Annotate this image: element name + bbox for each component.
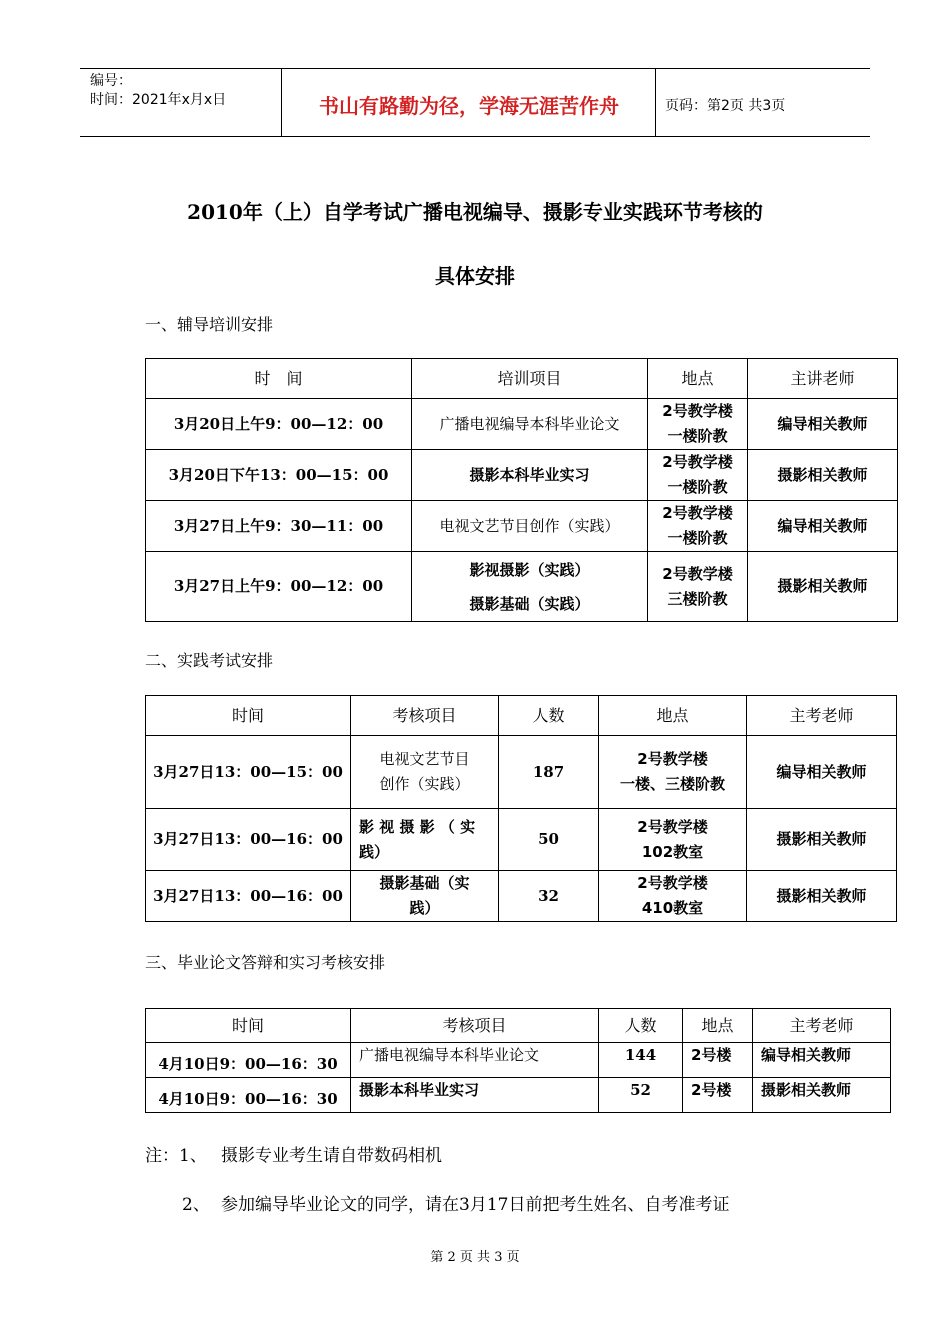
cell-location: 2号教学楼 一楼、三楼阶教 — [599, 736, 747, 809]
cell-teacher: 摄影相关教师 — [753, 1078, 891, 1113]
table-header-row — [146, 696, 897, 736]
cell-time: 3月27日13：00—16：00 — [146, 871, 351, 922]
col-header-teacher: 主考老师 — [753, 1009, 891, 1043]
document-title-line1: 2010年（上）自学考试广播电视编导、摄影专业实践环节考核的 — [187, 200, 763, 224]
cell-location: 2号教学楼 一楼阶教 — [648, 501, 748, 552]
col-header-item: 考核项目 — [351, 1009, 599, 1043]
header-page-label: 页码：第2页 共3页 — [665, 98, 786, 114]
cell-teacher: 摄影相关教师 — [747, 871, 897, 922]
cell-item: 摄影本科毕业实习 — [351, 1078, 599, 1113]
col-header-time: 时 间 — [146, 359, 412, 399]
cell-teacher: 编导相关教师 — [748, 501, 898, 552]
cell-count: 52 — [599, 1078, 683, 1113]
cell-time: 3月27日13：00—15：00 — [146, 736, 351, 809]
cell-item: 摄影基础（实 践） — [351, 871, 499, 922]
section2-heading: 二、实践考试安排 — [145, 651, 274, 670]
col-header-count: 人数 — [599, 1009, 683, 1043]
header-divider-left — [281, 68, 282, 136]
cell-teacher: 摄影相关教师 — [748, 552, 898, 622]
header-divider-right — [655, 68, 656, 136]
cell-teacher: 编导相关教师 — [748, 399, 898, 450]
col-header-location: 地点 — [683, 1009, 753, 1043]
table-row — [146, 450, 898, 501]
header-time-label: 时间：2021年x月x日 — [90, 92, 227, 108]
note1-prefix: 注：1、 — [145, 1146, 207, 1166]
cell-time: 3月27日上午9：30—11：00 — [146, 501, 412, 552]
header-top-rule — [80, 68, 870, 69]
cell-time: 3月20日上午9：00—12：00 — [146, 399, 412, 450]
cell-teacher: 摄影相关教师 — [747, 809, 897, 871]
cell-item: 电视文艺节目 创作（实践） — [351, 736, 499, 809]
training-table — [145, 358, 898, 622]
header-number-label: 编号： — [90, 73, 132, 89]
table-row — [146, 736, 897, 809]
cell-count: 50 — [499, 809, 599, 871]
cell-count: 187 — [499, 736, 599, 809]
table-row — [146, 501, 898, 552]
cell-time: 3月27日13：00—16：00 — [146, 809, 351, 871]
document-title-line2: 具体安排 — [435, 264, 515, 288]
table-row — [146, 809, 897, 871]
col-header-time: 时间 — [146, 1009, 351, 1043]
col-header-count: 人数 — [499, 696, 599, 736]
cell-time: 4月10日9：00—16：30 — [146, 1043, 351, 1078]
cell-location: 2号教学楼 一楼阶教 — [648, 450, 748, 501]
note2-prefix: 2、 — [182, 1195, 210, 1215]
note2-text: 参加编导毕业论文的同学，请在3月17日前把考生姓名、自考准考证 — [221, 1195, 730, 1215]
cell-teacher: 编导相关教师 — [747, 736, 897, 809]
header-motto: 书山有路勤为径，学海无涯苦作舟 — [319, 94, 619, 118]
thesis-table — [145, 1008, 891, 1113]
note1-text: 摄影专业考生请自带数码相机 — [221, 1146, 442, 1166]
cell-location: 2号教学楼 一楼阶教 — [648, 399, 748, 450]
table-row — [146, 552, 898, 622]
header-left — [90, 72, 226, 110]
table-row — [146, 871, 897, 922]
col-header-location: 地点 — [648, 359, 748, 399]
col-header-item: 培训项目 — [412, 359, 648, 399]
cell-item: 电视文艺节目创作（实践） — [412, 501, 648, 552]
cell-time: 3月20日下午13：00—15：00 — [146, 450, 412, 501]
cell-item: 广播电视编导本科毕业论文 — [351, 1043, 599, 1078]
cell-location: 2号教学楼 102教室 — [599, 809, 747, 871]
cell-item: 影 视 摄 影 （ 实 践） — [351, 809, 499, 871]
cell-location: 2号楼 — [683, 1078, 753, 1113]
table-row — [146, 399, 898, 450]
table-row — [146, 1078, 891, 1113]
cell-time: 4月10日9：00—16：30 — [146, 1078, 351, 1113]
cell-time: 3月27日上午9：00—12：00 — [146, 552, 412, 622]
header-bottom-rule — [80, 136, 870, 137]
col-header-item: 考核项目 — [351, 696, 499, 736]
col-header-location: 地点 — [599, 696, 747, 736]
col-header-time: 时间 — [146, 696, 351, 736]
section3-heading: 三、毕业论文答辩和实习考核安排 — [145, 953, 386, 972]
cell-item: 摄影本科毕业实习 — [412, 450, 648, 501]
page-footer: 第 2 页 共 3 页 — [430, 1250, 520, 1265]
col-header-teacher: 主考老师 — [747, 696, 897, 736]
col-header-teacher: 主讲老师 — [748, 359, 898, 399]
cell-location: 2号楼 — [683, 1043, 753, 1078]
cell-count: 32 — [499, 871, 599, 922]
cell-location: 2号教学楼 三楼阶教 — [648, 552, 748, 622]
cell-location: 2号教学楼 410教室 — [599, 871, 747, 922]
cell-item: 广播电视编导本科毕业论文 — [412, 399, 648, 450]
table-row — [146, 1043, 891, 1078]
cell-teacher: 编导相关教师 — [753, 1043, 891, 1078]
table-header-row — [146, 359, 898, 399]
cell-item: 影视摄影（实践） 摄影基础（实践） — [412, 552, 648, 622]
section1-heading: 一、辅导培训安排 — [145, 315, 274, 334]
exam-table — [145, 695, 897, 922]
cell-teacher: 摄影相关教师 — [748, 450, 898, 501]
table-header-row — [146, 1009, 891, 1043]
cell-count: 144 — [599, 1043, 683, 1078]
